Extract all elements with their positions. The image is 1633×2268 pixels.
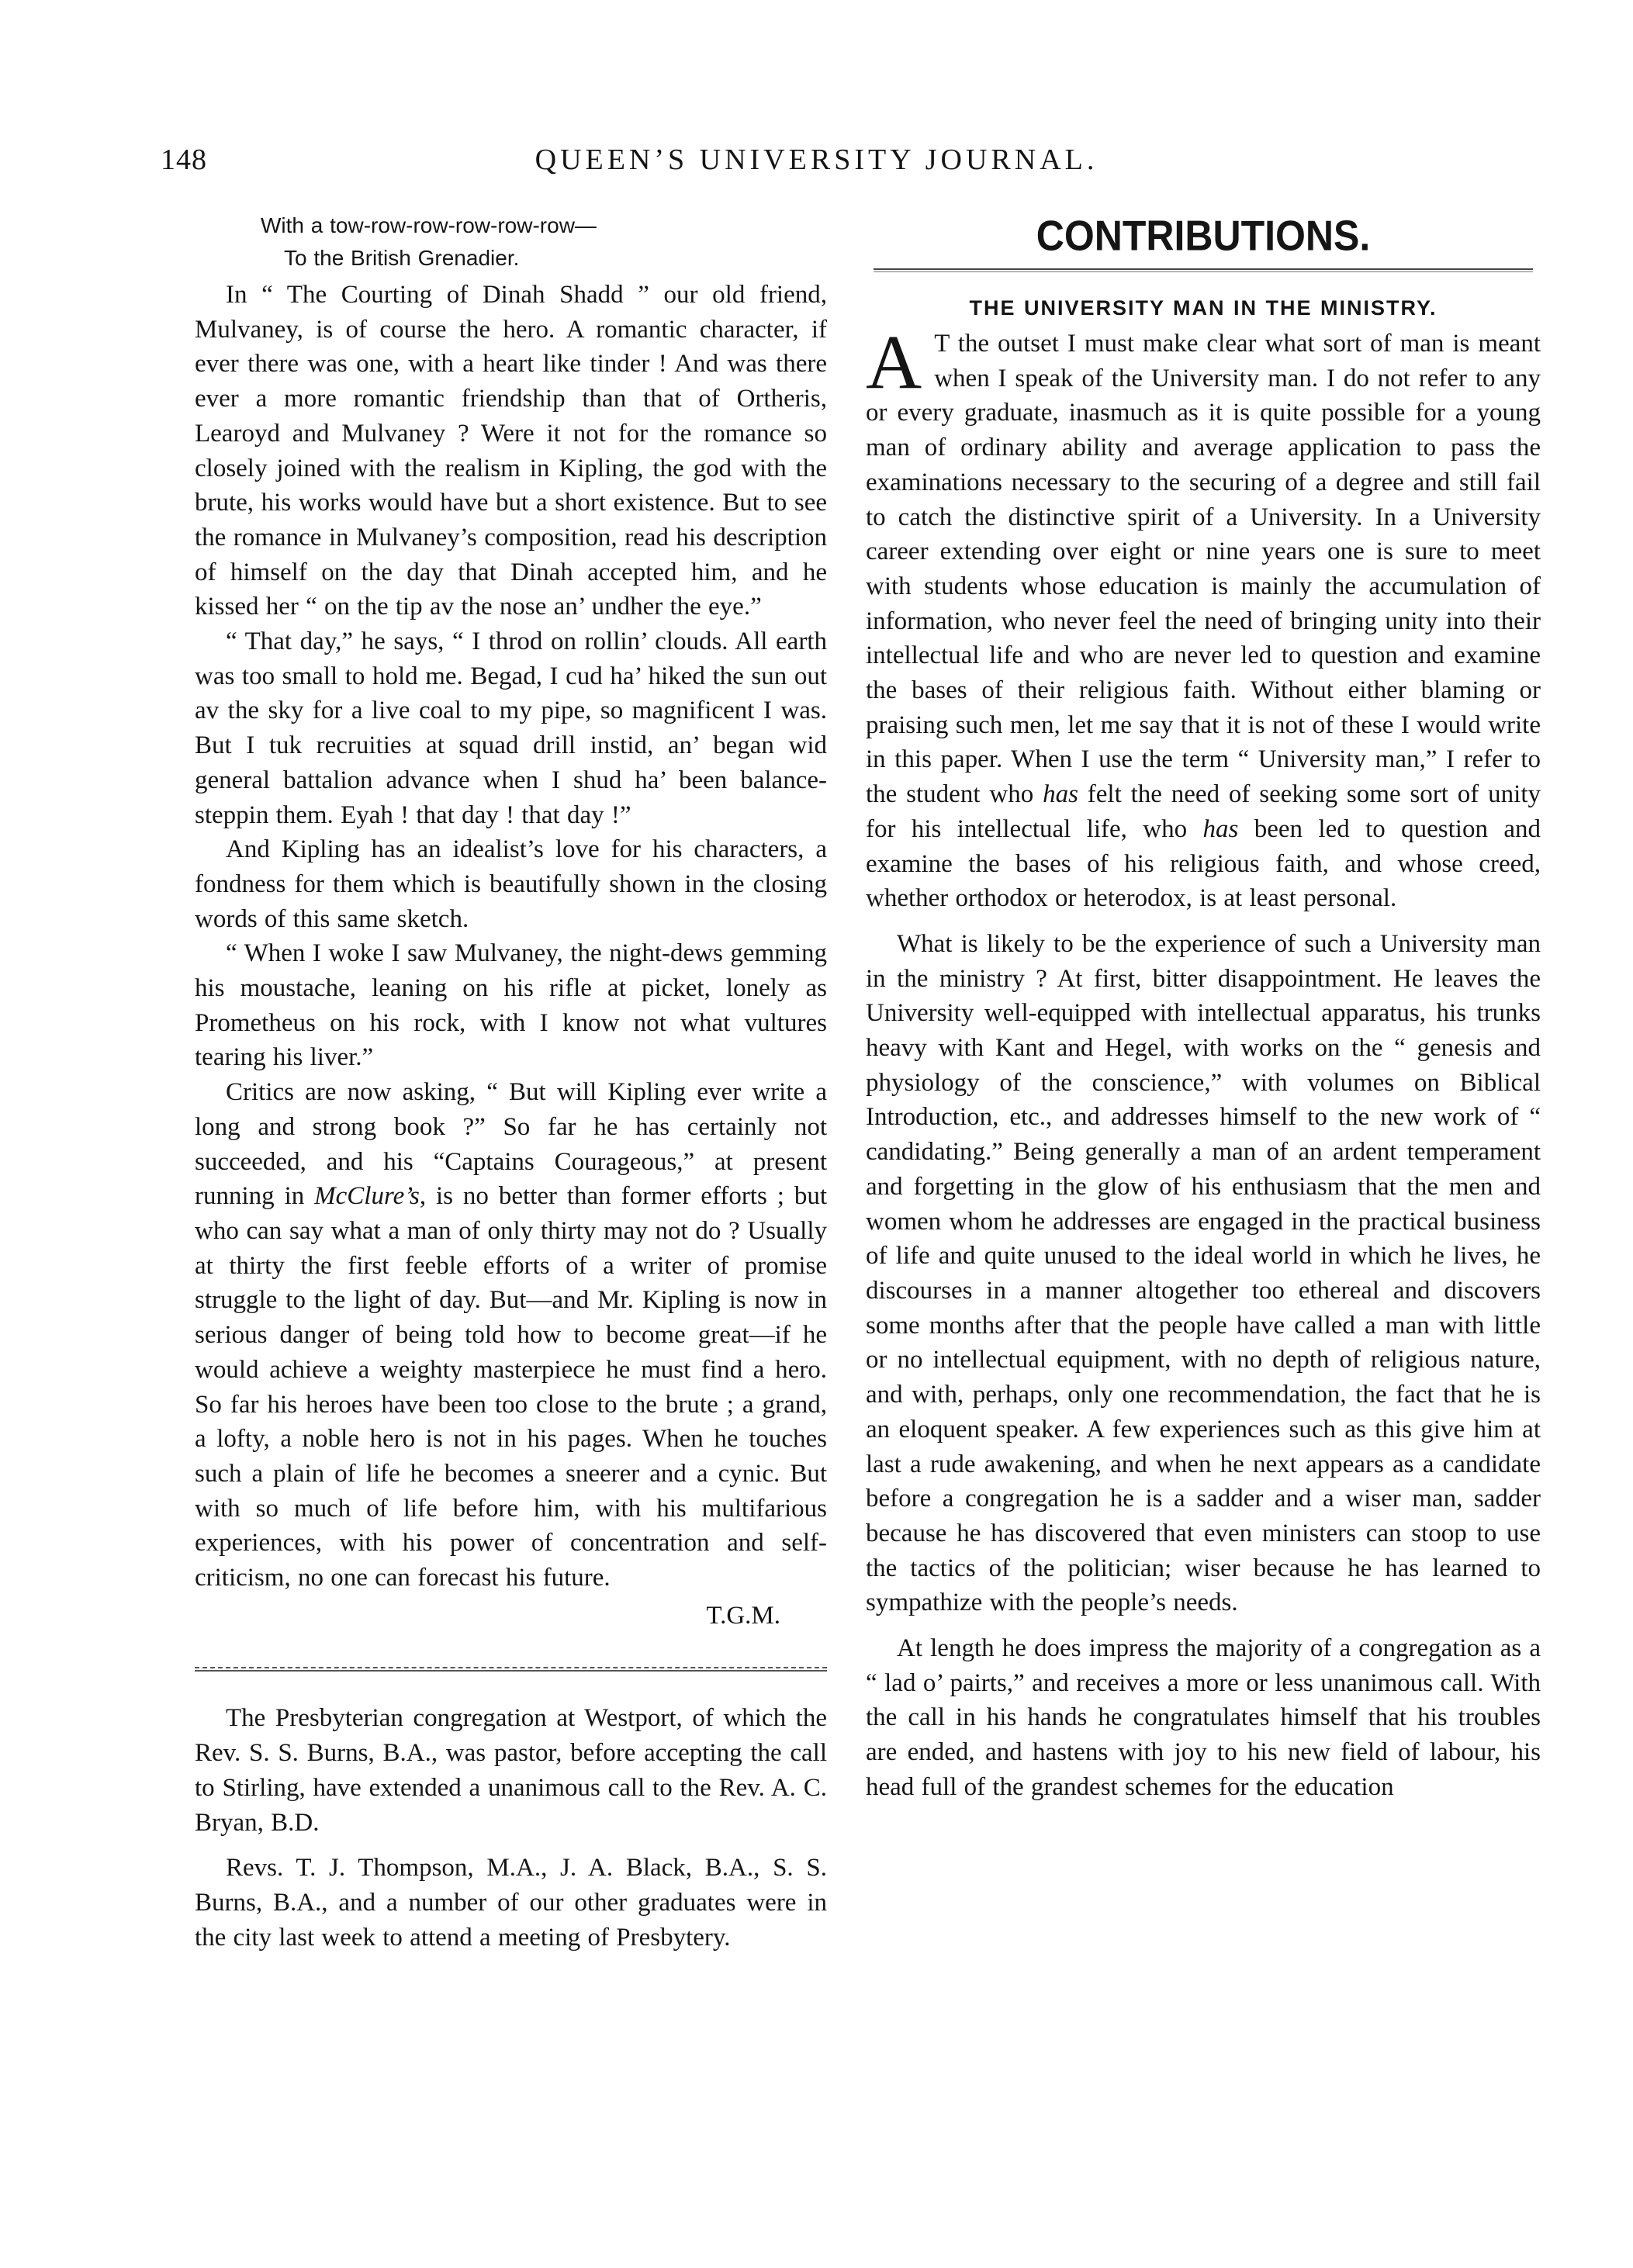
right-column [866, 214, 1541, 1805]
journal-title: QUEEN’S UNIVERSITY JOURNAL. [535, 143, 1098, 176]
paragraph: “ When I woke I saw Mulvaney, the night-dews gemming his moustache, leaning on his rifle at picket, lonely as Prometheus on his rock, with I know not what vultures tearing his liver.” [195, 939, 827, 1072]
news-note: The Presbyterian congregation at Westport, of which the Rev. S. S. Burns, B.A., was pastor, before accepting the call to Stirling, have extended a unanimous call to the Rev. A. C. Bryan, B.D. [195, 1704, 827, 1837]
text-span: felt the need of seeking some sort of unity for his intellectual life, who [866, 780, 1541, 843]
article-title: THE UNIVERSITY MAN IN THE MINISTRY. [969, 296, 1438, 320]
page-number: 148 [161, 143, 207, 176]
text-span: Critics are now asking, “ But will Kipling ever write a long and strong book ?” So far he has certainly not succeeded, and his “Captains Courageous,” at present running in [195, 1078, 827, 1211]
divider [195, 1670, 827, 1672]
verse-line: To the British Grenadier. [284, 246, 520, 270]
drop-cap: A [866, 319, 922, 405]
verse-quote [195, 209, 827, 275]
italic-span: has [1202, 814, 1239, 843]
paragraph: At length he does impress the majority of a congregation as a “ lad o’ pairts,” and receives a more or less unanimous call. With the call in his hands he congratulates himself that his troubles are ended, and hastens with joy to his new field of labour, his head full of the grandest schemes for the education [866, 1634, 1541, 1801]
news-note: Revs. T. J. Thompson, M.A., J. A. Black, B.A., S. S. Burns, B.A., and a number of our other graduates were in the city last week to attend a meeting of Presbytery. [195, 1854, 827, 1952]
text-span: been led to question and examine the bases of his religious faith, and whose creed, whether orthodox or heterodox, is at least personal. [866, 814, 1541, 913]
paragraph: In “ The Courting of Dinah Shadd ” our old friend, Mulvaney, is of course the hero. A romantic character, if ever there was one, with a heart like tinder ! And was there ever a more romantic friendship than that of Ortheris, Learoyd and Mulvaney ? Were it not for the romance so closely joined with the realism in Kipling, the god with the brute, his works would have but a short existence. But to see the romance in Mulvaney’s composition, read his description of himself on the day that Dinah accepted him, and he kissed her “ on the tip av the nose an’ undher the eye.” [195, 281, 827, 621]
paragraph: What is likely to be the experience of such a University man in the ministry ? At first, bitter disappointment. He leaves the University well-equipped with intellectual apparatus, his trunks heavy with Kant and Hegel, with works on the “ genesis and physiology of the conscience,” with volumes on Biblical Introduction, etc., and addresses himself to the new work of “ candidating.” Being generally a man of an ardent temperament and forgetting in the glow of his enthusiasm that the men and women whom he addresses are engaged in the practical business of life and quite unused to the ideal world in which he lives, he discourses in a manner altogether too ethereal and discovers some months after that the people have called a man with little or no intellectual equipment, with no depth of religious nature, and with, perhaps, only one recommendation, the fact that he is an eloquent speaker. A few experiences such as this give him at last a rude awakening, and when he next appears as a candidate before a congregation he is a sadder and a wiser man, sadder because he has discovered that even ministers can stoop to use the tactics of the politician; wiser because he has learned to sympathize with the people’s needs. [866, 929, 1541, 1617]
text-span: T the outset I must make clear what sort of man is meant when I speak of the University man. I do not refer to any or every graduate, inasmuch as it is quite possible for a young man of ordinary ability and average application to pass the examinations necessary to the securing of a degree and still fail to catch the distinctive spirit of a University. In a University career extending over eight or nine years one is sure to meet with students whose education is mainly the accumulation of information, who never feel the need of bringing unity into their intellectual life and who are never led to question and examine the bases of their religious faith. Without either blaming or praising such men, let me say that it is not of these I would write in this paper. When I use the term “ University man,” I refer to the student who [866, 330, 1541, 809]
left-column [195, 209, 827, 1955]
text-span: , is no better than former efforts ; but who can say what a man of only thirty may not do ? Usually at thirty the first feeble efforts of a writer of promise struggle to the light of day. But—and Mr. Kipling is now in serious danger of being told how to become great—if he would achieve a weighty masterpiece he must find a hero. So far his heroes have been too close to the brute ; a grand, a lofty, a noble hero is not in his pages. When he touches such a plain of life he becomes a sneerer and a cynic. But with so much of life before him, with his multifarious experiences, with his power of concentration and self-criticism, no one can forecast his future. [195, 1182, 827, 1592]
section-title: CONTRIBUTIONS. [1036, 212, 1371, 260]
divider [874, 268, 1533, 270]
paragraph [866, 319, 1541, 916]
verse-line: With a tow-row-row-row-row-row— [261, 213, 597, 237]
divider [195, 1667, 827, 1668]
paragraph: “ That day,” he says, “ I throd on rollin’ clouds. All earth was too small to hold me. Begad, I cud ha’ hiked the sun out av the sky for a live coal to my pipe, so magnificent I was. But I tuk recruities at squad drill instid, an’ began wid general battalion advance when I shud ha’ been balance-steppin them. Eyah ! that day ! that day !” [195, 628, 827, 829]
paragraph: And Kipling has an idealist’s love for his characters, a fondness for them which is beautifully shown in the closing words of this same sketch. [195, 835, 827, 933]
italic-span: McClure’s [314, 1182, 420, 1211]
italic-span: has [1043, 780, 1078, 809]
divider [874, 271, 1533, 272]
author-signature: T.G.M. [706, 1601, 780, 1630]
paragraph [195, 1075, 827, 1596]
